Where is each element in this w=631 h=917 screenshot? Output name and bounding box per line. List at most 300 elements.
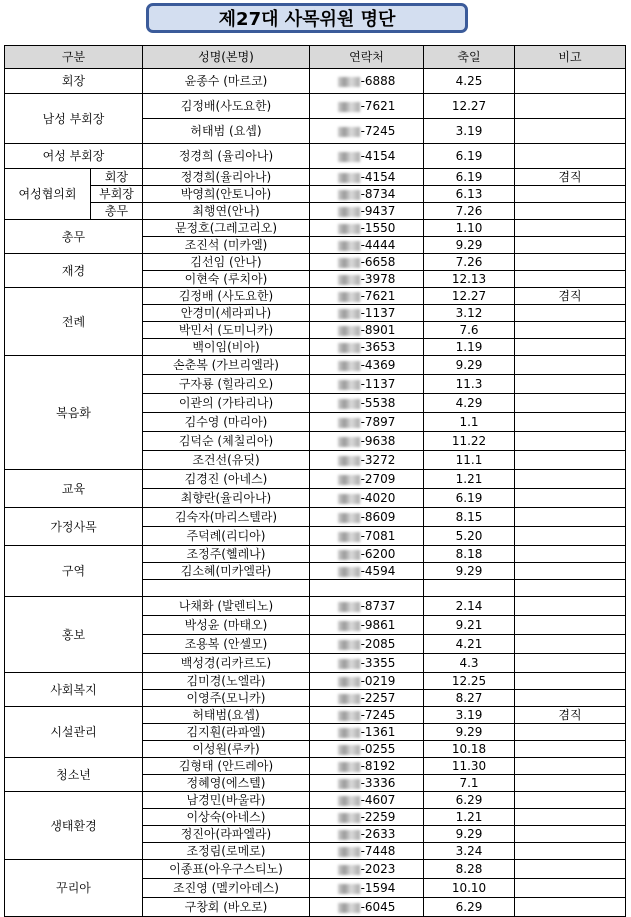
- member-name-cell: 남경민(바울라): [143, 792, 310, 809]
- contact-cell: [310, 792, 424, 809]
- contact-cell: [310, 546, 424, 563]
- redacted-number-blur: [338, 475, 360, 485]
- category-cell: 홍보: [5, 597, 143, 673]
- phone-suffix: -3978: [360, 272, 396, 286]
- member-name-cell: 이영주(모니카): [143, 690, 310, 707]
- contact-cell: [310, 69, 424, 94]
- redacted-number-blur: [338, 640, 360, 650]
- feast-day-cell: 9.29: [424, 724, 515, 741]
- feast-day-cell: 4.21: [424, 635, 515, 654]
- table-row: [5, 69, 626, 94]
- redacted-number-blur: [338, 418, 360, 428]
- phone-suffix: -0255: [360, 742, 396, 756]
- phone-suffix: -7245: [360, 124, 396, 138]
- redacted-number-blur: [338, 779, 360, 789]
- member-name-cell: 정진아(라파엘라): [143, 826, 310, 843]
- member-name-cell: 문정호(그레고리오): [143, 220, 310, 237]
- remarks-cell: [515, 94, 626, 119]
- remarks-cell: [515, 898, 626, 917]
- member-name-cell: 조진석 (미카엘): [143, 237, 310, 254]
- phone-suffix: -7897: [360, 415, 396, 429]
- remarks-cell: [515, 144, 626, 169]
- remarks-cell: [515, 860, 626, 879]
- redacted-number-blur: [338, 127, 360, 137]
- category-cell: 시설관리: [5, 707, 143, 758]
- member-name-cell: 이성원(루카): [143, 741, 310, 758]
- remarks-cell: [515, 690, 626, 707]
- subcategory-cell: 회장: [91, 169, 143, 186]
- contact-cell: [310, 144, 424, 169]
- member-name-cell: 구창회 (바오로): [143, 898, 310, 917]
- member-name-cell: 조용복 (안셀모): [143, 635, 310, 654]
- category-cell: 청소년: [5, 758, 143, 792]
- redacted-number-blur: [338, 694, 360, 704]
- feast-day-cell: 3.24: [424, 843, 515, 860]
- contact-cell: [310, 271, 424, 288]
- feast-day-cell: 1.21: [424, 470, 515, 489]
- contact-cell: [310, 322, 424, 339]
- phone-suffix: -9437: [360, 204, 396, 218]
- remarks-cell: [515, 673, 626, 690]
- phone-suffix: -1137: [360, 306, 396, 320]
- member-name-cell: 김형태 (안드레아): [143, 758, 310, 775]
- member-name-cell: 김미경(노엘라): [143, 673, 310, 690]
- col-header-remarks: 비고: [515, 46, 626, 69]
- table-row: [5, 94, 626, 119]
- remarks-cell: [515, 394, 626, 413]
- contact-cell: [310, 220, 424, 237]
- remarks-cell: [515, 203, 626, 220]
- phone-suffix: -4607: [360, 793, 396, 807]
- category-cell: 교육: [5, 470, 143, 508]
- feast-day-cell: [424, 580, 515, 597]
- contact-cell: [310, 186, 424, 203]
- roster-body: [5, 69, 626, 917]
- member-name-cell: 정경희 (율리아나): [143, 144, 310, 169]
- redacted-number-blur: [338, 884, 360, 894]
- member-name-cell: 이상숙(아네스): [143, 809, 310, 826]
- feast-day-cell: 1.21: [424, 809, 515, 826]
- remarks-cell: [515, 792, 626, 809]
- contact-cell: [310, 254, 424, 271]
- contact-cell: [310, 580, 424, 597]
- feast-day-cell: 8.15: [424, 508, 515, 527]
- feast-day-cell: 7.26: [424, 254, 515, 271]
- category-cell: 재경: [5, 254, 143, 288]
- table-row: [5, 758, 626, 775]
- feast-day-cell: 11.22: [424, 432, 515, 451]
- member-name-cell: 김지훤(라파엘): [143, 724, 310, 741]
- remarks-cell: [515, 546, 626, 563]
- contact-cell: [310, 775, 424, 792]
- member-name-cell: 이종표(아우구스티노): [143, 860, 310, 879]
- member-name-cell: 김정배 (사도요한): [143, 288, 310, 305]
- contact-cell: [310, 169, 424, 186]
- phone-suffix: -8901: [360, 323, 396, 337]
- member-name-cell: 김선임 (안나): [143, 254, 310, 271]
- table-row: [5, 597, 626, 616]
- phone-suffix: -9861: [360, 618, 396, 632]
- phone-suffix: -4444: [360, 238, 396, 252]
- phone-suffix: -4020: [360, 491, 396, 505]
- redacted-number-blur: [338, 241, 360, 251]
- contact-cell: [310, 508, 424, 527]
- member-name-cell: 나채화 (발렌티노): [143, 597, 310, 616]
- feast-day-cell: 11.30: [424, 758, 515, 775]
- redacted-number-blur: [338, 711, 360, 721]
- member-name-cell: 조정주(헬레나): [143, 546, 310, 563]
- feast-day-cell: 3.19: [424, 707, 515, 724]
- phone-suffix: -6200: [360, 547, 396, 561]
- redacted-number-blur: [338, 602, 360, 612]
- contact-cell: [310, 654, 424, 673]
- feast-day-cell: 12.13: [424, 271, 515, 288]
- member-name-cell: 백이임(비아): [143, 339, 310, 356]
- table-row: [5, 254, 626, 271]
- contact-cell: [310, 826, 424, 843]
- redacted-number-blur: [338, 830, 360, 840]
- roster-title: 제27대 사목위원 명단: [146, 3, 468, 33]
- member-name-cell: 박민서 (도미니카): [143, 322, 310, 339]
- member-name-cell: 김덕순 (체칠리아): [143, 432, 310, 451]
- redacted-number-blur: [338, 173, 360, 183]
- phone-suffix: -1137: [360, 377, 396, 391]
- remarks-cell: [515, 724, 626, 741]
- contact-cell: [310, 597, 424, 616]
- remarks-cell: 겸직: [515, 288, 626, 305]
- member-name-cell: 허태범(요셉): [143, 707, 310, 724]
- feast-day-cell: 5.20: [424, 527, 515, 546]
- phone-suffix: -4154: [360, 170, 396, 184]
- table-row: [5, 508, 626, 527]
- remarks-cell: [515, 527, 626, 546]
- table-row: [5, 220, 626, 237]
- remarks-cell: [515, 451, 626, 470]
- phone-suffix: -2023: [360, 862, 396, 876]
- contact-cell: [310, 690, 424, 707]
- member-name-cell: 김소혜(미카엘라): [143, 563, 310, 580]
- feast-day-cell: 1.1: [424, 413, 515, 432]
- category-cell: 구역: [5, 546, 143, 597]
- table-row: [5, 707, 626, 724]
- feast-day-cell: 1.19: [424, 339, 515, 356]
- category-cell: 꾸리아: [5, 860, 143, 917]
- redacted-number-blur: [338, 903, 360, 913]
- header-row: [5, 46, 626, 69]
- redacted-number-blur: [338, 677, 360, 687]
- feast-day-cell: 6.19: [424, 169, 515, 186]
- category-cell: 총무: [5, 220, 143, 254]
- feast-day-cell: 10.18: [424, 741, 515, 758]
- member-name-cell: 정혜영(에스텔): [143, 775, 310, 792]
- feast-day-cell: 9.29: [424, 563, 515, 580]
- redacted-number-blur: [338, 380, 360, 390]
- table-row: [5, 288, 626, 305]
- feast-day-cell: 7.1: [424, 775, 515, 792]
- phone-suffix: -2633: [360, 827, 396, 841]
- remarks-cell: [515, 741, 626, 758]
- redacted-number-blur: [338, 567, 360, 577]
- feast-day-cell: 11.1: [424, 451, 515, 470]
- phone-suffix: -3653: [360, 340, 396, 354]
- redacted-number-blur: [338, 796, 360, 806]
- redacted-number-blur: [338, 190, 360, 200]
- remarks-cell: [515, 654, 626, 673]
- remarks-cell: [515, 339, 626, 356]
- remarks-cell: [515, 775, 626, 792]
- remarks-cell: [515, 635, 626, 654]
- table-row: [5, 792, 626, 809]
- remarks-cell: [515, 254, 626, 271]
- feast-day-cell: 4.25: [424, 69, 515, 94]
- category-cell: 전례: [5, 288, 143, 356]
- col-header-contact: 연락처: [310, 46, 424, 69]
- col-header-name: 성명(본명): [143, 46, 310, 69]
- member-name-cell: 조건선(유딧): [143, 451, 310, 470]
- feast-day-cell: 6.13: [424, 186, 515, 203]
- phone-suffix: -3355: [360, 656, 396, 670]
- redacted-number-blur: [338, 847, 360, 857]
- feast-day-cell: 8.27: [424, 690, 515, 707]
- contact-cell: [310, 635, 424, 654]
- member-name-cell: 조정림(로메로): [143, 843, 310, 860]
- col-header-category: 구분: [5, 46, 143, 69]
- feast-day-cell: 6.29: [424, 898, 515, 917]
- phone-suffix: -8737: [360, 599, 396, 613]
- redacted-number-blur: [338, 399, 360, 409]
- feast-day-cell: 7.26: [424, 203, 515, 220]
- category-cell: 복음화: [5, 356, 143, 470]
- phone-suffix: -2085: [360, 637, 396, 651]
- phone-suffix: -1594: [360, 881, 396, 895]
- remarks-cell: [515, 413, 626, 432]
- phone-suffix: -2257: [360, 691, 396, 705]
- table-row: [5, 860, 626, 879]
- feast-day-cell: 4.3: [424, 654, 515, 673]
- feast-day-cell: 7.6: [424, 322, 515, 339]
- feast-day-cell: 12.27: [424, 288, 515, 305]
- feast-day-cell: 1.10: [424, 220, 515, 237]
- phone-suffix: -7621: [360, 289, 396, 303]
- feast-day-cell: 2.14: [424, 597, 515, 616]
- remarks-cell: [515, 356, 626, 375]
- remarks-cell: [515, 237, 626, 254]
- table-row: [5, 673, 626, 690]
- feast-day-cell: 4.29: [424, 394, 515, 413]
- feast-day-cell: 11.3: [424, 375, 515, 394]
- phone-suffix: -6888: [360, 74, 396, 88]
- member-name-cell: 구자룡 (힐라리오): [143, 375, 310, 394]
- redacted-number-blur: [338, 292, 360, 302]
- phone-suffix: -5538: [360, 396, 396, 410]
- phone-suffix: -1550: [360, 221, 396, 235]
- feast-day-cell: 9.29: [424, 237, 515, 254]
- contact-cell: [310, 375, 424, 394]
- contact-cell: [310, 305, 424, 322]
- redacted-number-blur: [338, 77, 360, 87]
- member-name-cell: 윤종수 (마르코): [143, 69, 310, 94]
- redacted-number-blur: [338, 456, 360, 466]
- member-name-cell: 김숙자(마리스텔라): [143, 508, 310, 527]
- contact-cell: [310, 860, 424, 879]
- remarks-cell: [515, 470, 626, 489]
- feast-day-cell: 9.29: [424, 356, 515, 375]
- member-name-cell: 박성윤 (마태오): [143, 616, 310, 635]
- member-name-cell: 김수영 (마리아): [143, 413, 310, 432]
- contact-cell: [310, 489, 424, 508]
- contact-cell: [310, 616, 424, 635]
- subcategory-cell: 부회장: [91, 186, 143, 203]
- remarks-cell: [515, 563, 626, 580]
- redacted-number-blur: [338, 343, 360, 353]
- contact-cell: [310, 356, 424, 375]
- redacted-number-blur: [338, 437, 360, 447]
- redacted-number-blur: [338, 728, 360, 738]
- contact-cell: [310, 94, 424, 119]
- remarks-cell: [515, 375, 626, 394]
- table-row: [5, 186, 626, 203]
- category-cell: 생태환경: [5, 792, 143, 860]
- phone-suffix: -2259: [360, 810, 396, 824]
- contact-cell: [310, 288, 424, 305]
- contact-cell: [310, 527, 424, 546]
- contact-cell: [310, 724, 424, 741]
- remarks-cell: [515, 271, 626, 288]
- feast-day-cell: 6.29: [424, 792, 515, 809]
- contact-cell: [310, 432, 424, 451]
- phone-suffix: -4154: [360, 149, 396, 163]
- redacted-number-blur: [338, 513, 360, 523]
- phone-suffix: -7621: [360, 99, 396, 113]
- remarks-cell: [515, 186, 626, 203]
- contact-cell: [310, 898, 424, 917]
- table-row: [5, 546, 626, 563]
- category-cell: 남성 부회장: [5, 94, 143, 144]
- redacted-number-blur: [338, 361, 360, 371]
- feast-day-cell: 9.29: [424, 826, 515, 843]
- contact-cell: [310, 741, 424, 758]
- remarks-cell: [515, 597, 626, 616]
- member-name-cell: 안경미(세라피나): [143, 305, 310, 322]
- member-name-cell: 손춘복 (가브리엘라): [143, 356, 310, 375]
- phone-suffix: -8609: [360, 510, 396, 524]
- remarks-cell: 겸직: [515, 707, 626, 724]
- phone-suffix: -9638: [360, 434, 396, 448]
- remarks-cell: [515, 489, 626, 508]
- phone-suffix: -8192: [360, 759, 396, 773]
- remarks-cell: [515, 119, 626, 144]
- contact-cell: [310, 394, 424, 413]
- phone-suffix: -2709: [360, 472, 396, 486]
- feast-day-cell: 10.10: [424, 879, 515, 898]
- remarks-cell: [515, 826, 626, 843]
- remarks-cell: [515, 220, 626, 237]
- contact-cell: [310, 470, 424, 489]
- feast-day-cell: 3.12: [424, 305, 515, 322]
- member-name-cell: 최행연(안나): [143, 203, 310, 220]
- category-cell: 가정사목: [5, 508, 143, 546]
- remarks-cell: 겸직: [515, 169, 626, 186]
- member-name-cell: 이관의 (가타리나): [143, 394, 310, 413]
- redacted-number-blur: [338, 659, 360, 669]
- redacted-number-blur: [338, 621, 360, 631]
- member-name-cell: 김정배(사도요한): [143, 94, 310, 119]
- feast-day-cell: 6.19: [424, 144, 515, 169]
- redacted-number-blur: [338, 102, 360, 112]
- member-name-cell: 최향란(율리아나): [143, 489, 310, 508]
- table-row: [5, 169, 626, 186]
- feast-day-cell: 12.27: [424, 94, 515, 119]
- phone-suffix: -6045: [360, 900, 396, 914]
- contact-cell: [310, 451, 424, 470]
- contact-cell: [310, 673, 424, 690]
- col-header-feast-day: 축일: [424, 46, 515, 69]
- category-cell: 회장: [5, 69, 143, 94]
- phone-suffix: -6658: [360, 255, 396, 269]
- redacted-number-blur: [338, 275, 360, 285]
- phone-suffix: -7448: [360, 844, 396, 858]
- remarks-cell: [515, 843, 626, 860]
- member-name-cell: 이현숙 (루치아): [143, 271, 310, 288]
- remarks-cell: [515, 809, 626, 826]
- feast-day-cell: 9.21: [424, 616, 515, 635]
- redacted-number-blur: [338, 326, 360, 336]
- feast-day-cell: 6.19: [424, 489, 515, 508]
- roster-table: [4, 45, 626, 917]
- contact-cell: [310, 563, 424, 580]
- feast-day-cell: 8.28: [424, 860, 515, 879]
- phone-suffix: -1361: [360, 725, 396, 739]
- member-name-cell: 주덕례(리디아): [143, 527, 310, 546]
- contact-cell: [310, 707, 424, 724]
- phone-suffix: -8734: [360, 187, 396, 201]
- contact-cell: [310, 237, 424, 254]
- member-name-cell: [143, 580, 310, 597]
- remarks-cell: [515, 305, 626, 322]
- contact-cell: [310, 339, 424, 356]
- feast-day-cell: 8.18: [424, 546, 515, 563]
- redacted-number-blur: [338, 813, 360, 823]
- redacted-number-blur: [338, 152, 360, 162]
- member-name-cell: 김경진 (아네스): [143, 470, 310, 489]
- member-name-cell: 조진영 (멜키아데스): [143, 879, 310, 898]
- feast-day-cell: 3.19: [424, 119, 515, 144]
- contact-cell: [310, 413, 424, 432]
- category-cell: 여성협의회: [5, 169, 91, 220]
- contact-cell: [310, 119, 424, 144]
- phone-suffix: -0219: [360, 674, 396, 688]
- contact-cell: [310, 758, 424, 775]
- remarks-cell: [515, 69, 626, 94]
- table-row: [5, 470, 626, 489]
- member-name-cell: 정경희(율리아나): [143, 169, 310, 186]
- contact-cell: [310, 843, 424, 860]
- member-name-cell: 백성경(리카르도): [143, 654, 310, 673]
- phone-suffix: -4594: [360, 564, 396, 578]
- contact-cell: [310, 809, 424, 826]
- phone-suffix: -3272: [360, 453, 396, 467]
- member-name-cell: 박영희(안토니아): [143, 186, 310, 203]
- remarks-cell: [515, 508, 626, 527]
- redacted-number-blur: [338, 309, 360, 319]
- subcategory-cell: 총무: [91, 203, 143, 220]
- redacted-number-blur: [338, 224, 360, 234]
- phone-suffix: -3336: [360, 776, 396, 790]
- remarks-cell: [515, 580, 626, 597]
- member-name-cell: 허태범 (요셉): [143, 119, 310, 144]
- phone-suffix: -7245: [360, 708, 396, 722]
- remarks-cell: [515, 616, 626, 635]
